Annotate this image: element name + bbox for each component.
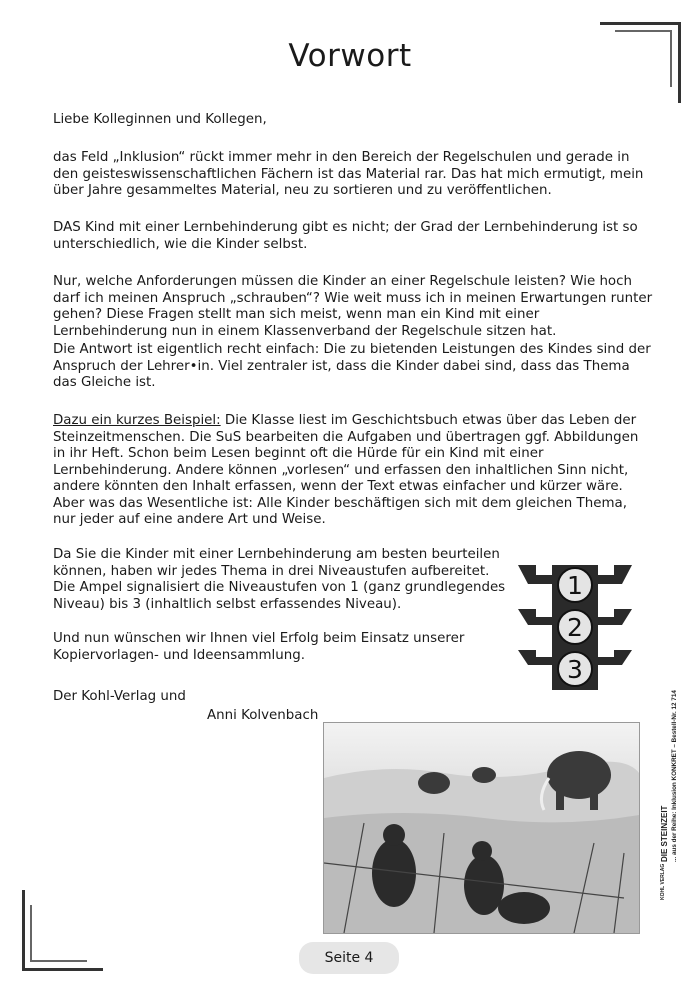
level-1-label: 1 — [567, 571, 583, 600]
greeting: Liebe Kolleginnen und Kollegen, — [53, 112, 267, 127]
page-title: Vorwort — [288, 38, 412, 74]
signature-author: Anni Kolvenbach — [207, 708, 319, 723]
imprint-series: ... aus der Reihe: Inklusion KONKRET – Bestell-Nr. 12 714 — [671, 690, 678, 862]
page-number: Seite 4 — [299, 942, 399, 974]
paragraph-inklusion: das Feld „Inklusion“ rückt immer mehr in den Bereich der Regelschulen und gerade in den geisteswissenschaftlichen Fächern ist das Material rar. Das hat mich ermutigt, mein über Jahre gesammeltes Material, neu zu sortieren und zu veröffentlichen. — [53, 150, 644, 198]
level-3-label: 3 — [567, 655, 583, 684]
publisher-logo: KOHL VERLAG — [660, 863, 666, 900]
paragraph-lernbehinderung: DAS Kind mit einer Lernbehinderung gibt es nicht; der Grad der Lernbehinderung ist so unterschiedlich, wie die Kinder selbst. — [53, 220, 638, 252]
beispiel-text: Die Klasse liest im Geschichtsbuch etwas über das Leben der Steinzeitmenschen. Die SuS bearbeiten die Aufgaben und übertragen ggf. Abbildungen in ihr Heft. Schon beim Lesen beginnt oft die Hürde für ein Kind mit einer Lernbehinderung. Andere können „vorlesen“ und erfassen den inhaltlichen Sinn nicht, andere könnten den Inhalt erfassen, wenn der Text etwas einfacher und kürzer wäre. Aber was das Wesentliche ist: Alle Kinder beschäftigen sich mit dem gleichen Thema, nur jeder auf eine andere Art und Weise. — [53, 413, 639, 527]
paragraph-niveaustufen: Da Sie die Kinder mit einer Lernbehinderung am besten beurteilen können, haben wir jedes Thema in drei Niveaustufen aufbereitet. Die Ampel signalisiert die Niveaustufen von 1 (ganz grundlegendes Niveau) bis 3 (inhaltlich selbst erfassendes Niveau). — [53, 547, 506, 612]
traffic-light-levels — [518, 565, 632, 690]
paragraph-anforderungen: Nur, welche Anforderungen müssen die Kinder an einer Regelschule leisten? Wie hoch darf ich meinen Anspruch „schrauben“? Wie weit muss ich in meinen Erwartungen runter gehen? Diese Fragen stellt man sich meist, wenn man ein Kind mit einer Lernbehinderung nun in einem Klassenverband der Regelschule sitzen hat. — [53, 274, 653, 339]
paragraph-antwort: Die Antwort ist eigentlich recht einfach: Die zu bietenden Leistungen des Kindes sind der Anspruch der Lehrer•in. Viel zentraler ist, dass die Kinder dabei sind, dass das Thema das Gleiche ist. — [53, 342, 651, 390]
beispiel-heading: Dazu ein kurzes Beispiel: — [53, 413, 221, 428]
imprint-title: DIE STEINZEIT — [660, 805, 669, 862]
level-2-label: 2 — [567, 613, 583, 642]
paragraph-erfolg: Und nun wünschen wir Ihnen viel Erfolg beim Einsatz unserer Kopiervorlagen- und Ideensammlung. — [53, 631, 465, 663]
side-imprint — [650, 600, 690, 930]
corner-ornament-bottom-left-inner — [30, 905, 87, 962]
signature-publisher: Der Kohl-Verlag und — [53, 689, 186, 704]
stone-age-illustration — [323, 722, 640, 934]
paragraph-beispiel — [53, 413, 653, 529]
